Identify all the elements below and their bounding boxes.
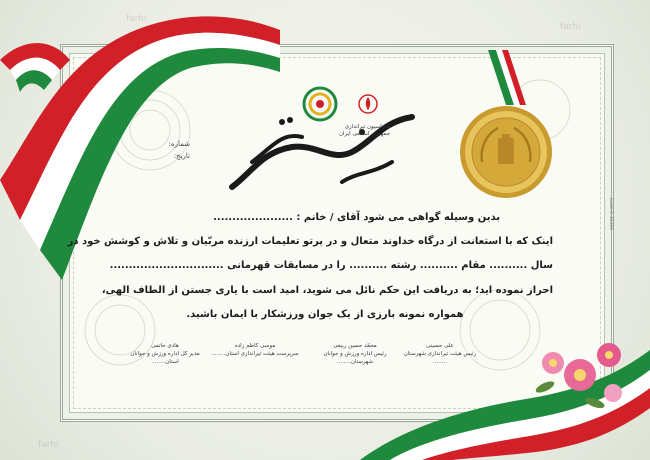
side-code: Code-B-10284 xyxy=(608,198,613,231)
body-line-5: همواره نمونه بارزی از یک جوان ورزشکار با ایمان باشید. xyxy=(186,309,464,320)
signature-name: محمّد حسین ربیعی xyxy=(333,343,377,349)
signature-role: رئیس اداره ورزش و جوانان xyxy=(323,351,387,357)
federation-line-1: فدراسیون تیراندازی xyxy=(344,124,390,130)
date-field: تاریخ: xyxy=(173,152,190,160)
signature-block xyxy=(120,342,210,366)
signature-extra: شهرستان........ xyxy=(336,359,374,365)
watermark: farhi xyxy=(560,22,581,32)
body-line-4: احراز نموده اید؛ به دریافت این حکم نائل می شوید، امید است با یاری جستن از الطاف الهی، xyxy=(101,285,553,296)
signature-block xyxy=(210,342,300,358)
signature-name: موسی کاظم زاده xyxy=(234,343,276,349)
federation-logo xyxy=(298,84,398,124)
medal-ribbon xyxy=(478,50,538,110)
signature-role: مدیر کل اداره ورزش و جوانان xyxy=(130,351,200,357)
gold-medal-icon xyxy=(458,104,554,200)
signature-block xyxy=(395,342,485,366)
federation-line-2: جمهوری اسلامی ایران xyxy=(338,131,390,137)
signature-role: سرپرست هیئت تیراندازی استان........ xyxy=(211,351,299,357)
signature-name: هادی حاتمی xyxy=(151,343,179,349)
body-line-2: اینک که با استعانت از درگاه خداوند متعال و در پرتو تعلیمات ارزنده مربّیان و تلاش و کوشش خود در xyxy=(67,236,553,247)
signature-name: علی حسینی xyxy=(426,343,454,349)
body-line-1: بدین وسیله گواهی می شود آقای / خانم : ..................... xyxy=(213,212,500,223)
flowers-decoration xyxy=(525,325,635,415)
signature-role: رئیس هیئت تیراندازی شهرستان xyxy=(403,351,477,357)
signature-block xyxy=(310,342,400,366)
signature-extra: استان........ xyxy=(151,359,179,365)
body-line-3: سال .......... مقام .......... رشته .......... را در مسابقات قهرمانی .............................. xyxy=(109,260,553,271)
certificate-title xyxy=(222,94,228,95)
watermark: farhi xyxy=(126,14,147,24)
federation-name xyxy=(300,124,390,138)
number-field: شماره: xyxy=(168,140,190,148)
watermark: farhi xyxy=(38,440,59,450)
signature-extra: ........ xyxy=(433,359,447,365)
